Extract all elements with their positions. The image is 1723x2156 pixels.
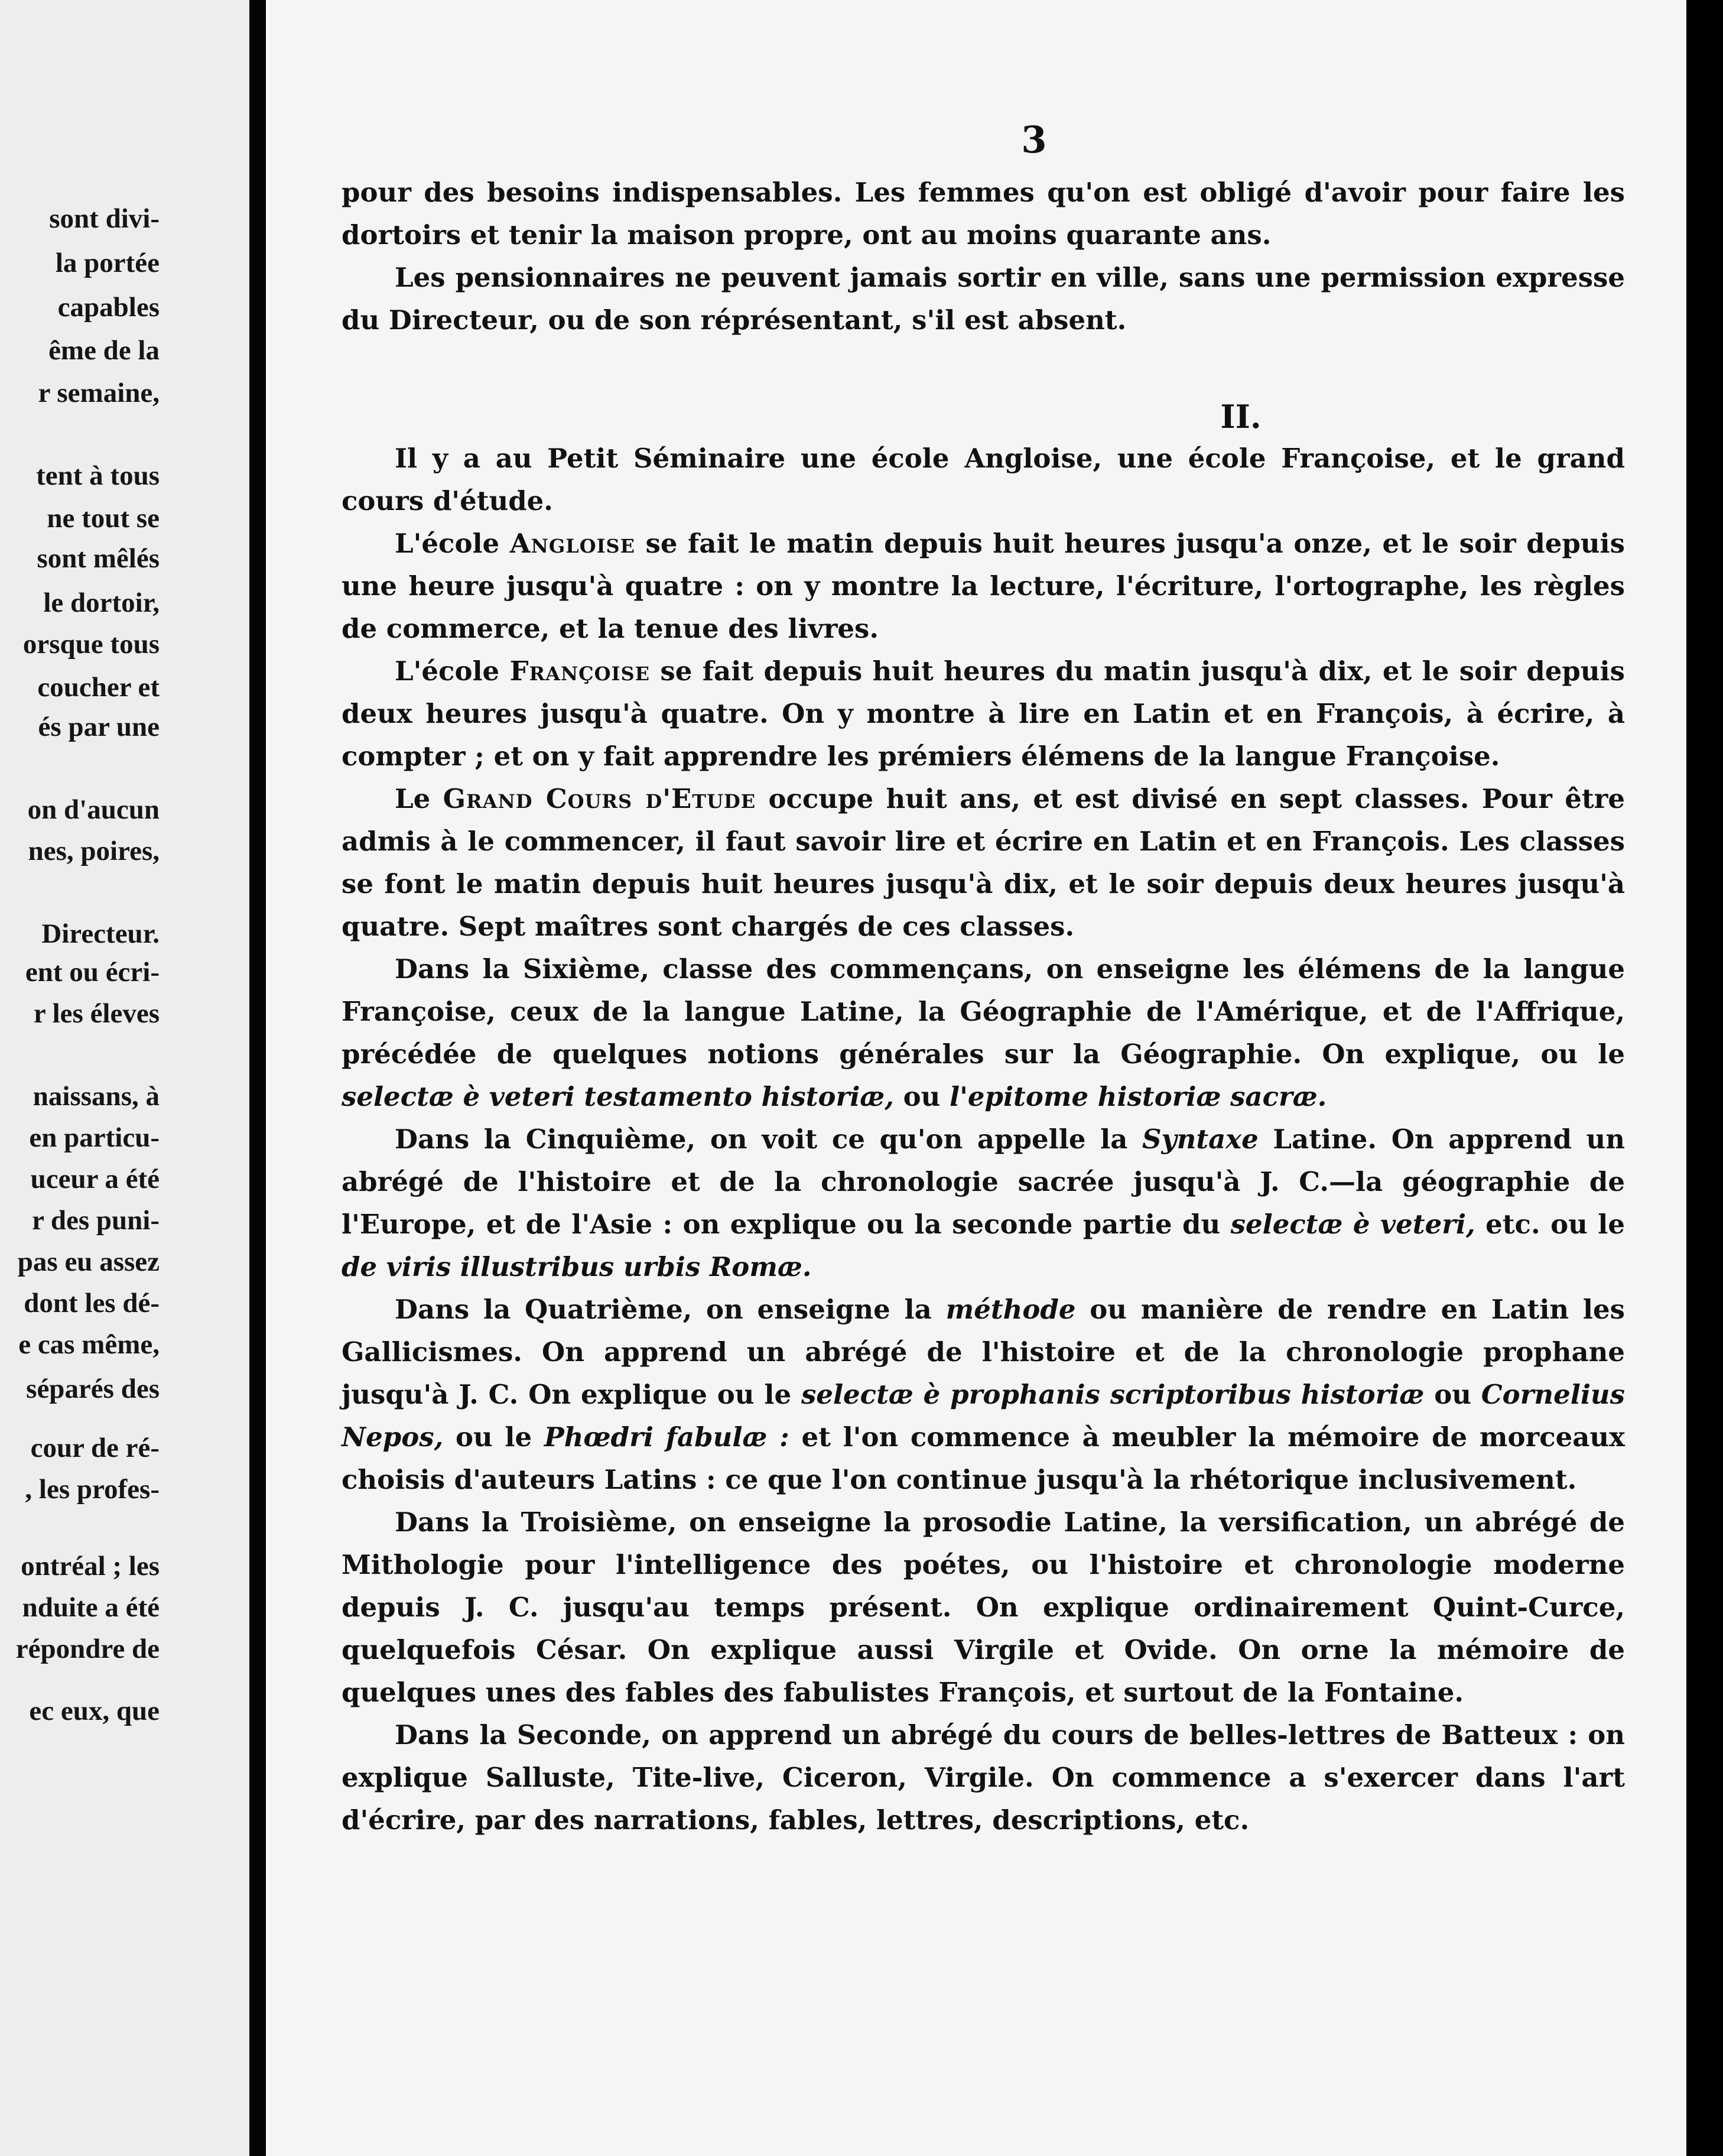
text-run: se fait le matin depuis huit heures jusqu'a onze, et le soir depuis une heure jusqu'à quatre : on y montre la lecture, l'écriture, l'ortographe, les règles de commerce, et la tenue des livres. [342, 528, 1625, 644]
left-facing-page [0, 0, 249, 2156]
paragraph-sixieme [342, 948, 1625, 1118]
left-fragment: r les éleves [33, 998, 160, 1029]
left-fragment: ême de la [48, 335, 160, 366]
left-fragment: e cas même, [18, 1329, 160, 1360]
left-fragment: orsque tous [22, 629, 160, 660]
paragraph-continuation: pour des besoins indispensables. Les femmes qu'on est obligé d'avoir pour faire les dortoirs et tenir la maison propre, ont au moins quarante ans. [342, 177, 1625, 251]
section-heading: II. [1220, 398, 1262, 436]
left-fragment: Directeur. [41, 918, 160, 949]
book-gutter [249, 0, 266, 2156]
paragraph-cinquieme [342, 1118, 1625, 1288]
text-run: L'école [395, 655, 510, 687]
left-fragment: ne tout se [47, 503, 160, 534]
text-run: Le [395, 783, 443, 814]
text-run: Dans la Quatrième, on enseigne la [395, 1294, 946, 1325]
text-run: ou manière de rendre en Latin les Gallicismes. On apprend un abrégé de l'histoire et de la chronologie prophane jusqu'à J. C. On explique ou le [342, 1294, 1625, 1410]
italic-term: Syntaxe [1142, 1124, 1259, 1155]
left-fragment: on d'aucun [27, 794, 160, 825]
left-fragment: nduite a été [22, 1592, 160, 1623]
left-fragment: la portée [55, 248, 160, 278]
course-name: Grand Cours d'Etude [443, 783, 756, 814]
paragraph-troisieme: Dans la Troisième, on enseigne la prosodie Latine, la versification, un abrégé de Mithologie pour l'intelligence des poétes, ou l'histoire et chronologie moderne depuis J. C. jusqu'au temps présent. On explique ordinairement Quint-Curce, quelquefois César. On explique aussi Virgile et Ovide. On orne la mémoire de quelques unes des fables des fabulistes François, et surtout de la Fontaine. [342, 1506, 1625, 1708]
left-fragment: naissans, à [32, 1081, 160, 1112]
scan-border [1686, 0, 1723, 2156]
text-run: ou le [443, 1421, 544, 1453]
left-fragment: uceur a été [30, 1164, 160, 1194]
paragraph-ecole-francoise [342, 650, 1625, 778]
left-fragment: le dortoir, [43, 587, 160, 618]
paragraph-grand-cours [342, 778, 1625, 948]
latin-title: l'epitome historiæ sacræ. [949, 1081, 1327, 1112]
left-fragment: séparés des [26, 1374, 160, 1404]
text-run: occupe huit ans, et est divisé en sept classes. Pour être admis à le commencer, il faut savoir lire et écrire en Latin et en François. Les classes se font le matin depuis huit heures jusqu'à dix, et le soir depuis deux heures jusqu'à quatre. Sept maîtres sont chargés de ces classes. [342, 783, 1626, 942]
left-fragment: capables [57, 292, 160, 323]
school-name: Françoise [509, 655, 650, 687]
italic-term: méthode [945, 1294, 1076, 1325]
latin-title: Phœdri fabulæ : [544, 1421, 789, 1453]
left-fragment: r des puni- [32, 1205, 160, 1236]
left-fragment: , les profes- [25, 1474, 160, 1505]
left-fragment: r semaine, [38, 378, 160, 408]
paragraph-pensionnaires: Les pensionnaires ne peuvent jamais sortir en ville, sans une permission expresse du Directeur, ou de son réprésentant, s'il est absent. [342, 262, 1625, 336]
text-run: L'école [395, 528, 510, 559]
text-run: ou [893, 1081, 950, 1112]
left-fragment: cour de ré- [30, 1433, 160, 1463]
page-body [342, 171, 1625, 1842]
left-fragment: ent ou écri- [25, 957, 160, 988]
latin-title: selectæ è veteri, [1230, 1209, 1475, 1240]
latin-title: selectæ è prophanis scriptoribus historiæ [801, 1379, 1425, 1410]
text-run: Latine. On apprend un abrégé de l'histoire et de la chronologie sacrée jusqu'à J. C.—la géographie de l'Europe, et de l'Asie : on explique ou la seconde partie du [342, 1124, 1625, 1240]
left-fragment: tent à tous [36, 460, 160, 491]
left-fragment: en particu- [29, 1122, 160, 1153]
left-fragment: nes, poires, [28, 836, 160, 866]
latin-title: Cornelius Nepos, [342, 1379, 1625, 1453]
school-name: Angloise [509, 528, 636, 559]
paragraph-quatrieme [342, 1288, 1625, 1501]
paragraph-ecole-angloise [342, 522, 1625, 650]
paragraph-seconde: Dans la Seconde, on apprend un abrégé du cours de belles-lettres de Batteux : on explique Salluste, Tite-live, Ciceron, Virgile. On commence a s'exercer dans l'art d'écrire, par des narrations, fables, lettres, descriptions, etc. [342, 1719, 1625, 1836]
left-fragment: dont les dé- [24, 1288, 160, 1319]
paragraph-schools: Il y a au Petit Séminaire une école Angloise, une école Françoise, et le grand cours d'étude. [342, 443, 1625, 517]
text-run: Dans la Sixième, classe des commençans, on enseigne les élémens de la langue Françoise, ceux de la langue Latine, la Géographie de l'Amérique, et de l'Affrique, précédée de quelques notions générales sur la Géographie. On explique, ou le [342, 953, 1625, 1070]
text-run: Dans la Cinquième, on voit ce qu'on appelle la [395, 1124, 1142, 1155]
latin-title: selectæ è veteri testamento historiæ, [342, 1081, 894, 1112]
right-page [266, 0, 1686, 2156]
left-fragment: pas eu assez [17, 1246, 160, 1277]
left-fragment: és par une [38, 712, 160, 742]
left-fragment: sont mêlés [37, 543, 160, 574]
page-number: 3 [1021, 118, 1047, 161]
left-fragment: répondre de [15, 1634, 160, 1664]
text-run: se fait depuis huit heures du matin jusqu'à dix, et le soir depuis deux heures jusqu'à quatre. On y montre à lire en Latin et en François, à écrire, à compter ; et on y fait apprendre les prémiers élémens de la langue Françoise. [342, 655, 1625, 772]
latin-title: de viris illustribus urbis Romæ. [342, 1251, 812, 1282]
left-fragment: ontréal ; les [21, 1551, 160, 1582]
text-run: et l'on commence à meubler la mémoire de morceaux choisis d'auteurs Latins : ce que l'on continue jusqu'à la rhétorique inclusivement. [342, 1421, 1625, 1495]
left-fragment: sont divi- [49, 203, 160, 234]
left-fragment: ec eux, que [29, 1696, 160, 1726]
left-fragment: coucher et [37, 672, 160, 703]
text-run: ou [1424, 1379, 1481, 1410]
text-run: etc. ou le [1475, 1209, 1625, 1240]
